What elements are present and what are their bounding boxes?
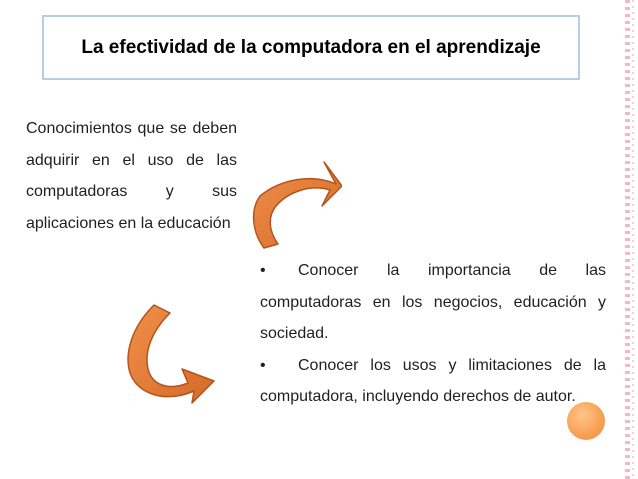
decorative-stripe bbox=[625, 0, 630, 479]
title-box bbox=[42, 15, 580, 80]
bullet-marker: • bbox=[260, 356, 266, 374]
bullet-text: Conocer la importancia de las computadoras en los negocios, educación y sociedad. bbox=[260, 262, 606, 343]
list-item bbox=[260, 350, 606, 413]
slide-title: La efectividad de la computadora en el aprendizaje bbox=[81, 37, 541, 58]
list-item bbox=[260, 255, 606, 350]
bullet-list bbox=[260, 255, 606, 413]
decorative-stripe-thin bbox=[632, 0, 634, 479]
left-text-block: Conocimientos que se deben adquirir en el uso de las computadoras y sus aplicaciones en la educación bbox=[26, 120, 237, 232]
curved-arrow-up-right-icon bbox=[118, 303, 228, 408]
bullet-text: Conocer los usos y limitaciones de la computadora, incluyendo derechos de autor. bbox=[260, 356, 606, 406]
bullet-marker: • bbox=[260, 262, 266, 279]
curved-arrow-down-right-icon bbox=[252, 158, 342, 253]
